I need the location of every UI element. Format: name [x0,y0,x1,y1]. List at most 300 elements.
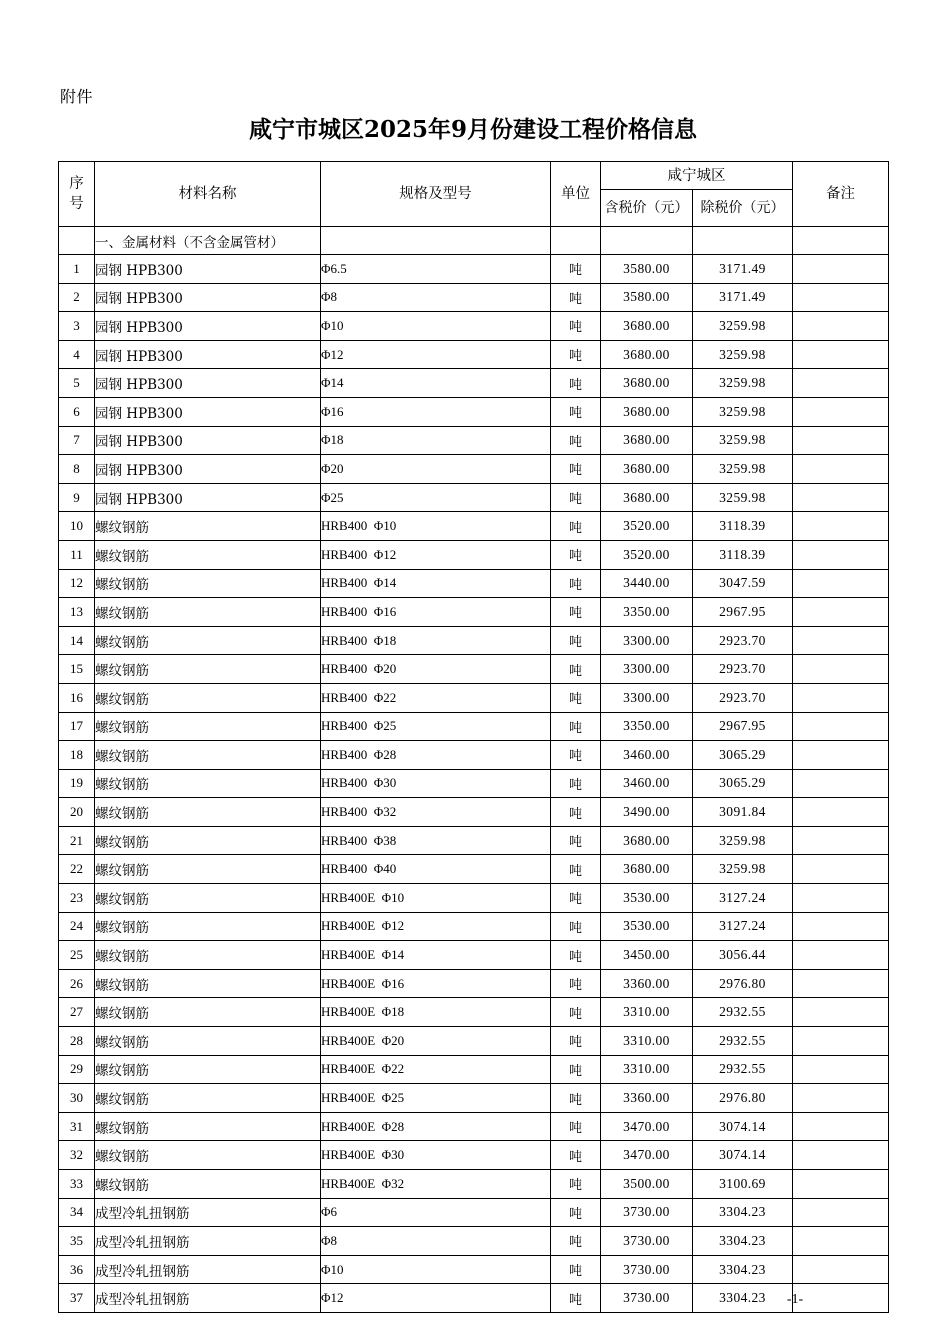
table-row [59,369,889,398]
table-row [59,1055,889,1084]
row-note-cell [793,769,889,798]
row-unit-cell: 吨 [551,769,601,798]
row-index-cell: 32 [59,1141,95,1170]
row-material-name-cell: 螺纹钢筋 [95,683,321,712]
row-price-without-tax-cell: 3127.24 [693,884,793,913]
row-note-cell [793,312,889,341]
row-material-name-cell: 园钢 HPB300 [95,283,321,312]
row-unit-cell: 吨 [551,455,601,484]
row-unit-cell: 吨 [551,483,601,512]
row-note-cell [793,569,889,598]
table-row [59,769,889,798]
row-spec-model-cell: HRB400E Φ18 [321,998,551,1027]
row-spec-model-cell: HRB400E Φ12 [321,912,551,941]
row-index-cell: 16 [59,683,95,712]
row-index-cell: 27 [59,998,95,1027]
table-row [59,683,889,712]
row-price-with-tax-cell: 3350.00 [601,598,693,627]
row-index-cell: 8 [59,455,95,484]
row-price-without-tax-cell: 3259.98 [693,826,793,855]
row-price-with-tax-cell: 3680.00 [601,826,693,855]
column-header-price-without-tax: 除税价（元） [693,190,793,227]
page-title: 咸宁市城区2025年9月份建设工程价格信息 [248,116,698,143]
category-label: 一、金属材料（不含金属管材） [95,227,321,255]
row-price-with-tax-cell: 3310.00 [601,998,693,1027]
row-index-cell: 14 [59,626,95,655]
row-price-with-tax-cell: 3450.00 [601,941,693,970]
row-unit-cell: 吨 [551,255,601,284]
row-spec-model-cell: HRB400E Φ20 [321,1027,551,1056]
row-note-cell [793,741,889,770]
row-price-with-tax-cell: 3580.00 [601,255,693,284]
row-price-with-tax-cell: 3520.00 [601,540,693,569]
row-spec-model-cell: HRB400E Φ25 [321,1084,551,1113]
table-row [59,1198,889,1227]
row-note-cell [793,255,889,284]
row-note-cell [793,855,889,884]
row-price-with-tax-cell: 3730.00 [601,1198,693,1227]
row-index-cell: 30 [59,1084,95,1113]
row-spec-model-cell: HRB400 Φ12 [321,540,551,569]
row-index-cell: 35 [59,1227,95,1256]
row-price-with-tax-cell: 3300.00 [601,683,693,712]
row-material-name-cell: 螺纹钢筋 [95,569,321,598]
row-unit-cell: 吨 [551,912,601,941]
row-price-without-tax-cell: 3259.98 [693,397,793,426]
row-spec-model-cell: HRB400 Φ40 [321,855,551,884]
row-unit-cell: 吨 [551,397,601,426]
row-unit-cell: 吨 [551,683,601,712]
row-index-cell: 37 [59,1284,95,1313]
column-header-price-with-tax: 含税价（元） [601,190,693,227]
row-spec-model-cell: HRB400E Φ22 [321,1055,551,1084]
row-price-without-tax-cell: 3259.98 [693,855,793,884]
row-note-cell [793,712,889,741]
row-unit-cell: 吨 [551,941,601,970]
row-spec-model-cell: HRB400 Φ28 [321,741,551,770]
row-material-name-cell: 螺纹钢筋 [95,912,321,941]
row-price-without-tax-cell: 3171.49 [693,283,793,312]
row-spec-model-cell: Φ10 [321,1255,551,1284]
row-unit-cell: 吨 [551,512,601,541]
row-price-with-tax-cell: 3500.00 [601,1170,693,1199]
row-note-cell [793,626,889,655]
row-index-cell: 11 [59,540,95,569]
row-note-cell [793,1084,889,1113]
row-unit-cell: 吨 [551,826,601,855]
row-material-name-cell: 园钢 HPB300 [95,426,321,455]
row-material-name-cell: 螺纹钢筋 [95,798,321,827]
row-price-with-tax-cell: 3680.00 [601,397,693,426]
row-price-with-tax-cell: 3300.00 [601,655,693,684]
row-index-cell: 13 [59,598,95,627]
row-spec-model-cell: HRB400 Φ22 [321,683,551,712]
row-note-cell [793,683,889,712]
row-price-with-tax-cell: 3490.00 [601,798,693,827]
row-unit-cell: 吨 [551,426,601,455]
row-price-without-tax-cell: 2976.80 [693,1084,793,1113]
row-price-with-tax-cell: 3680.00 [601,369,693,398]
row-material-name-cell: 螺纹钢筋 [95,769,321,798]
row-index-cell: 12 [59,569,95,598]
row-material-name-cell: 园钢 HPB300 [95,397,321,426]
row-index-cell: 7 [59,426,95,455]
row-spec-model-cell: HRB400 Φ10 [321,512,551,541]
row-price-with-tax-cell: 3440.00 [601,569,693,598]
row-price-with-tax-cell: 3360.00 [601,969,693,998]
row-note-cell [793,483,889,512]
row-index-cell: 2 [59,283,95,312]
row-price-with-tax-cell: 3530.00 [601,912,693,941]
row-unit-cell: 吨 [551,1227,601,1256]
row-unit-cell: 吨 [551,569,601,598]
category-note-cell [793,227,889,255]
row-material-name-cell: 螺纹钢筋 [95,512,321,541]
table-row [59,312,889,341]
row-price-with-tax-cell: 3680.00 [601,312,693,341]
row-unit-cell: 吨 [551,855,601,884]
row-note-cell [793,1027,889,1056]
row-price-without-tax-cell: 2967.95 [693,712,793,741]
row-note-cell [793,397,889,426]
row-material-name-cell: 螺纹钢筋 [95,941,321,970]
row-price-without-tax-cell: 2923.70 [693,655,793,684]
table-row [59,455,889,484]
table-row [59,483,889,512]
row-note-cell [793,283,889,312]
row-material-name-cell: 螺纹钢筋 [95,1027,321,1056]
row-price-with-tax-cell: 3470.00 [601,1141,693,1170]
row-unit-cell: 吨 [551,312,601,341]
table-row [59,741,889,770]
row-index-cell: 25 [59,941,95,970]
column-header-index-line1: 序 [69,176,84,192]
row-spec-model-cell: Φ12 [321,340,551,369]
row-price-with-tax-cell: 3730.00 [601,1284,693,1313]
row-index-cell: 36 [59,1255,95,1284]
row-unit-cell: 吨 [551,369,601,398]
column-header-spec-model: 规格及型号 [321,162,551,227]
row-index-cell: 5 [59,369,95,398]
table-row [59,1084,889,1113]
row-index-cell: 24 [59,912,95,941]
table-row [59,998,889,1027]
table-row [59,598,889,627]
row-unit-cell: 吨 [551,598,601,627]
row-index-cell: 18 [59,741,95,770]
row-note-cell [793,540,889,569]
row-index-cell: 31 [59,1112,95,1141]
column-header-note: 备注 [793,162,889,227]
page-footer [0,1292,950,1308]
row-note-cell [793,884,889,913]
row-material-name-cell: 园钢 HPB300 [95,483,321,512]
row-spec-model-cell: HRB400E Φ10 [321,884,551,913]
row-unit-cell: 吨 [551,1170,601,1199]
row-index-cell: 10 [59,512,95,541]
row-price-without-tax-cell: 3056.44 [693,941,793,970]
row-spec-model-cell: HRB400E Φ28 [321,1112,551,1141]
row-material-name-cell: 螺纹钢筋 [95,1170,321,1199]
row-price-without-tax-cell: 3091.84 [693,798,793,827]
table-row [59,626,889,655]
row-index-cell: 17 [59,712,95,741]
row-spec-model-cell: Φ8 [321,283,551,312]
row-spec-model-cell: HRB400 Φ38 [321,826,551,855]
row-spec-model-cell: HRB400E Φ16 [321,969,551,998]
table-row [59,1227,889,1256]
row-price-without-tax-cell: 3065.29 [693,741,793,770]
row-price-with-tax-cell: 3350.00 [601,712,693,741]
row-price-without-tax-cell: 3171.49 [693,255,793,284]
row-price-without-tax-cell: 3074.14 [693,1112,793,1141]
row-spec-model-cell: Φ8 [321,1227,551,1256]
row-material-name-cell: 园钢 HPB300 [95,369,321,398]
table-header [59,162,889,227]
row-material-name-cell: 成型冷轧扭钢筋 [95,1198,321,1227]
row-material-name-cell: 螺纹钢筋 [95,969,321,998]
row-unit-cell: 吨 [551,884,601,913]
page-number: -1- [786,1292,804,1307]
row-price-with-tax-cell: 3530.00 [601,884,693,913]
row-unit-cell: 吨 [551,1027,601,1056]
row-note-cell [793,1170,889,1199]
row-note-cell [793,798,889,827]
column-header-index-line2: 号 [69,196,84,212]
table-row [59,884,889,913]
row-index-cell: 28 [59,1027,95,1056]
row-unit-cell: 吨 [551,712,601,741]
row-price-without-tax-cell: 3304.23 [693,1284,793,1313]
row-price-without-tax-cell: 2923.70 [693,683,793,712]
table-row [59,1027,889,1056]
column-header-index [59,162,95,227]
row-material-name-cell: 螺纹钢筋 [95,741,321,770]
row-price-without-tax-cell: 2967.95 [693,598,793,627]
row-material-name-cell: 螺纹钢筋 [95,998,321,1027]
row-note-cell [793,1227,889,1256]
row-price-without-tax-cell: 3259.98 [693,312,793,341]
row-note-cell [793,369,889,398]
row-note-cell [793,1141,889,1170]
table-row [59,426,889,455]
row-note-cell [793,426,889,455]
row-price-with-tax-cell: 3730.00 [601,1255,693,1284]
row-index-cell: 22 [59,855,95,884]
row-price-without-tax-cell: 2976.80 [693,969,793,998]
row-index-cell: 15 [59,655,95,684]
table-row [59,941,889,970]
row-unit-cell: 吨 [551,540,601,569]
row-material-name-cell: 成型冷轧扭钢筋 [95,1284,321,1313]
row-price-without-tax-cell: 3065.29 [693,769,793,798]
table-row [59,855,889,884]
row-material-name-cell: 螺纹钢筋 [95,855,321,884]
row-material-name-cell: 螺纹钢筋 [95,598,321,627]
row-spec-model-cell: Φ6.5 [321,255,551,284]
table-row [59,1170,889,1199]
price-information-table [58,161,889,1313]
row-price-with-tax-cell: 3470.00 [601,1112,693,1141]
row-spec-model-cell: Φ12 [321,1284,551,1313]
row-index-cell: 19 [59,769,95,798]
table-row [59,255,889,284]
table-row [59,655,889,684]
row-material-name-cell: 螺纹钢筋 [95,540,321,569]
row-price-with-tax-cell: 3680.00 [601,455,693,484]
row-price-without-tax-cell: 3259.98 [693,426,793,455]
row-price-with-tax-cell: 3310.00 [601,1027,693,1056]
row-spec-model-cell: HRB400 Φ20 [321,655,551,684]
row-material-name-cell: 园钢 HPB300 [95,340,321,369]
row-price-without-tax-cell: 3118.39 [693,540,793,569]
row-price-without-tax-cell: 3304.23 [693,1255,793,1284]
row-price-with-tax-cell: 3310.00 [601,1055,693,1084]
row-material-name-cell: 螺纹钢筋 [95,626,321,655]
row-note-cell [793,1055,889,1084]
row-note-cell [793,1198,889,1227]
row-price-without-tax-cell: 3100.69 [693,1170,793,1199]
row-index-cell: 20 [59,798,95,827]
row-unit-cell: 吨 [551,1255,601,1284]
row-price-without-tax-cell: 2932.55 [693,1055,793,1084]
row-note-cell [793,1255,889,1284]
row-spec-model-cell: Φ20 [321,455,551,484]
row-price-without-tax-cell: 3259.98 [693,483,793,512]
row-price-without-tax-cell: 3259.98 [693,340,793,369]
row-price-without-tax-cell: 3074.14 [693,1141,793,1170]
row-index-cell: 1 [59,255,95,284]
row-price-without-tax-cell: 3304.23 [693,1227,793,1256]
table-row [59,512,889,541]
row-note-cell [793,655,889,684]
row-unit-cell: 吨 [551,1084,601,1113]
row-material-name-cell: 园钢 HPB300 [95,455,321,484]
row-material-name-cell: 园钢 HPB300 [95,312,321,341]
row-note-cell [793,512,889,541]
row-price-without-tax-cell: 3118.39 [693,512,793,541]
row-note-cell [793,1112,889,1141]
table-row [59,340,889,369]
row-unit-cell: 吨 [551,741,601,770]
row-material-name-cell: 螺纹钢筋 [95,712,321,741]
row-spec-model-cell: HRB400 Φ30 [321,769,551,798]
row-spec-model-cell: Φ25 [321,483,551,512]
row-price-with-tax-cell: 3730.00 [601,1227,693,1256]
attachment-label: 附件 [60,87,94,106]
row-price-without-tax-cell: 3259.98 [693,369,793,398]
row-index-cell: 6 [59,397,95,426]
row-unit-cell: 吨 [551,1284,601,1313]
row-price-without-tax-cell: 3304.23 [693,1198,793,1227]
table-row [59,798,889,827]
row-spec-model-cell: Φ10 [321,312,551,341]
row-note-cell [793,998,889,1027]
row-price-without-tax-cell: 2932.55 [693,1027,793,1056]
table-row [59,397,889,426]
row-note-cell [793,941,889,970]
row-spec-model-cell: HRB400 Φ18 [321,626,551,655]
row-spec-model-cell: HRB400 Φ25 [321,712,551,741]
row-spec-model-cell: HRB400E Φ32 [321,1170,551,1199]
row-index-cell: 26 [59,969,95,998]
row-note-cell [793,912,889,941]
row-spec-model-cell: HRB400E Φ14 [321,941,551,970]
row-spec-model-cell: Φ18 [321,426,551,455]
row-material-name-cell: 螺纹钢筋 [95,1112,321,1141]
row-price-without-tax-cell: 3259.98 [693,455,793,484]
row-spec-model-cell: Φ6 [321,1198,551,1227]
row-unit-cell: 吨 [551,969,601,998]
row-note-cell [793,455,889,484]
table-row [59,912,889,941]
row-index-cell: 33 [59,1170,95,1199]
row-spec-model-cell: Φ16 [321,397,551,426]
column-header-unit: 单位 [551,162,601,227]
table-row [59,569,889,598]
row-material-name-cell: 螺纹钢筋 [95,1084,321,1113]
row-spec-model-cell: HRB400 Φ32 [321,798,551,827]
row-unit-cell: 吨 [551,798,601,827]
row-price-with-tax-cell: 3680.00 [601,483,693,512]
row-unit-cell: 吨 [551,655,601,684]
column-header-material-name: 材料名称 [95,162,321,227]
row-note-cell [793,826,889,855]
row-price-with-tax-cell: 3360.00 [601,1084,693,1113]
category-price-without-tax-cell [693,227,793,255]
category-price-with-tax-cell [601,227,693,255]
row-material-name-cell: 螺纹钢筋 [95,1055,321,1084]
row-unit-cell: 吨 [551,1198,601,1227]
row-note-cell [793,340,889,369]
table-row [59,540,889,569]
row-index-cell: 34 [59,1198,95,1227]
row-price-with-tax-cell: 3580.00 [601,283,693,312]
row-spec-model-cell: Φ14 [321,369,551,398]
row-price-without-tax-cell: 2932.55 [693,998,793,1027]
category-index-cell [59,227,95,255]
row-index-cell: 3 [59,312,95,341]
row-material-name-cell: 螺纹钢筋 [95,884,321,913]
table-row [59,1255,889,1284]
row-unit-cell: 吨 [551,1141,601,1170]
row-unit-cell: 吨 [551,626,601,655]
row-unit-cell: 吨 [551,1112,601,1141]
table-row [59,283,889,312]
row-index-cell: 21 [59,826,95,855]
row-material-name-cell: 成型冷轧扭钢筋 [95,1227,321,1256]
table-body [59,227,889,1313]
row-unit-cell: 吨 [551,998,601,1027]
row-material-name-cell: 螺纹钢筋 [95,826,321,855]
row-price-with-tax-cell: 3680.00 [601,340,693,369]
table-row [59,826,889,855]
row-material-name-cell: 螺纹钢筋 [95,655,321,684]
row-unit-cell: 吨 [551,1055,601,1084]
column-header-region-group: 咸宁城区 [601,162,793,190]
row-unit-cell: 吨 [551,340,601,369]
row-price-with-tax-cell: 3460.00 [601,769,693,798]
table-row [59,969,889,998]
row-index-cell: 29 [59,1055,95,1084]
row-price-with-tax-cell: 3460.00 [601,741,693,770]
category-row [59,227,889,255]
table-row [59,1112,889,1141]
table-row [59,1141,889,1170]
row-index-cell: 9 [59,483,95,512]
category-unit-cell [551,227,601,255]
row-spec-model-cell: HRB400E Φ30 [321,1141,551,1170]
